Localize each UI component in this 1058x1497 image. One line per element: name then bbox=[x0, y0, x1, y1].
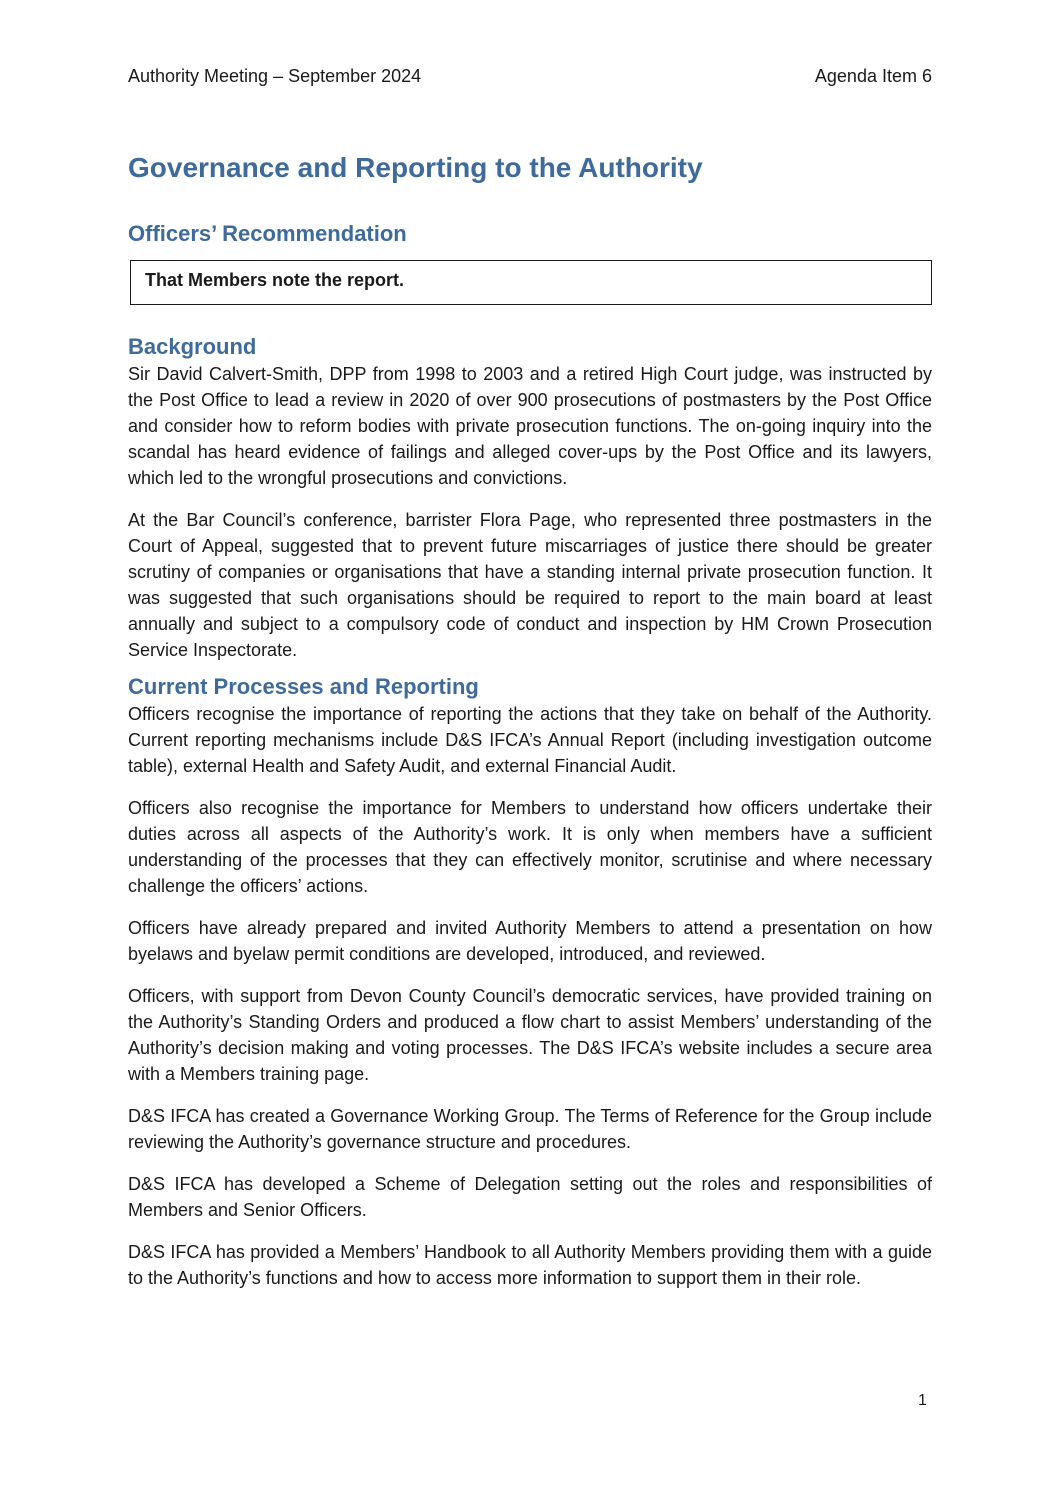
background-heading: Background bbox=[128, 334, 257, 359]
page-title: Governance and Reporting to the Authority bbox=[128, 152, 703, 183]
recommendation-box: That Members note the report. bbox=[130, 260, 932, 305]
page-header bbox=[128, 64, 932, 88]
header-meeting-title: Authority Meeting – September 2024 bbox=[128, 66, 422, 86]
current-processes-heading: Current Processes and Reporting bbox=[128, 674, 479, 699]
current-paragraph: Officers, with support from Devon County Council’s democratic services, have provided training on the Authority’s Standing Orders and produced a flow chart to assist Members’ understanding of the Authority’s decision making and voting processes. The D&S IFCA’s website includes a secure area with a Members training page. bbox=[128, 986, 932, 1084]
recommendation-heading: Officers’ Recommendation bbox=[128, 221, 407, 246]
current-paragraph: D&S IFCA has provided a Members’ Handbook to all Authority Members providing them with a guide to the Authority’s functions and how to access more information to support them in their role. bbox=[128, 1242, 932, 1288]
background-paragraph: At the Bar Council’s conference, barrister Flora Page, who represented three postmasters in the Court of Appeal, suggested that to prevent future miscarriages of justice there should be greater scrutiny of companies or organisations that have a standing internal private prosecution function. It was suggested that such organisations should be required to report to the main board at least annually and subject to a compulsory code of conduct and inspection by HM Crown Prosecution Service Inspectorate. bbox=[128, 510, 932, 660]
header-agenda-item: Agenda Item 6 bbox=[814, 66, 932, 86]
current-paragraph: Officers also recognise the importance for Members to understand how officers undertake their duties across all aspects of the Authority’s work. It is only when members have a sufficient understanding of the processes that they can effectively monitor, scrutinise and where necessary challenge the officers’ actions. bbox=[128, 798, 932, 896]
page-number: 1 bbox=[918, 1392, 927, 1409]
current-paragraph: Officers recognise the importance of reporting the actions that they take on behalf of the Authority. Current reporting mechanisms include D&S IFCA’s Annual Report (including investigation outcome table), external Health and Safety Audit, and external Financial Audit. bbox=[128, 704, 932, 776]
current-paragraph: D&S IFCA has created a Governance Working Group. The Terms of Reference for the Group include reviewing the Authority’s governance structure and procedures. bbox=[128, 1106, 932, 1152]
document-body bbox=[128, 150, 932, 1307]
background-paragraph: Sir David Calvert-Smith, DPP from 1998 to 2003 and a retired High Court judge, was instructed by the Post Office to lead a review in 2020 of over 900 prosecutions of postmasters by the Post Office and consider how to reform bodies with private prosecution functions. The on-going inquiry into the scandal has heard evidence of failings and alleged cover-ups by the Post Office and its lawyers, which led to the wrongful prosecutions and convictions. bbox=[128, 364, 932, 488]
current-paragraph: Officers have already prepared and invited Authority Members to attend a presentation on how byelaws and byelaw permit conditions are developed, introduced, and reviewed. bbox=[128, 918, 932, 964]
current-paragraph: D&S IFCA has developed a Scheme of Delegation setting out the roles and responsibilities of Members and Senior Officers. bbox=[128, 1174, 932, 1220]
